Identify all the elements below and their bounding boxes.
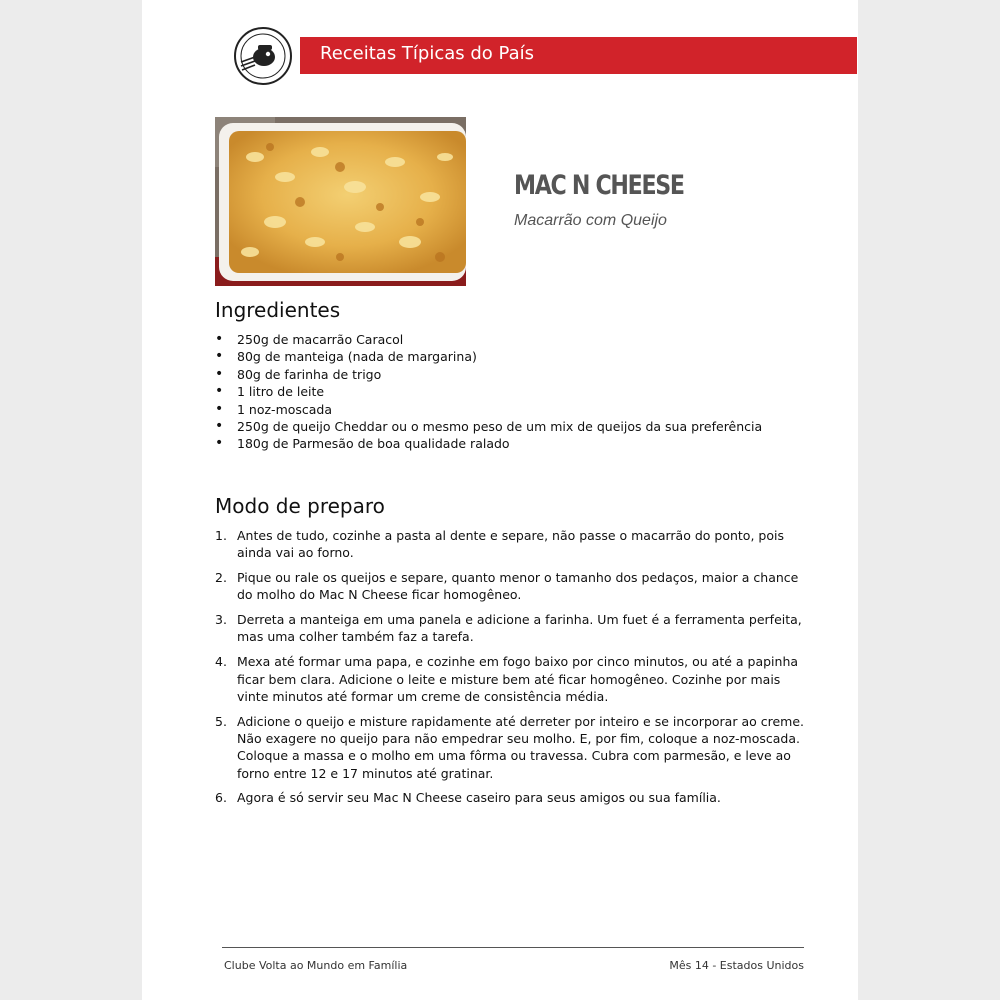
step-text: Pique ou rale os queijos e separe, quanto menor o tamanho dos pedaços, maior a chance do molho do Mac N Cheese ficar homogêneo. (237, 570, 799, 603)
ingredients-heading: Ingredientes (215, 298, 341, 322)
step-text: Mexa até formar uma papa, e cozinhe em fogo baixo por cinco minutos, ou até a papinha ficar bem clara. Adicione o leite e misture bem até ficar homogêneo. Cozinhe por mais vinte minutos até formar um creme de consistência média. (237, 654, 799, 704)
footer-month: Mês 14 - Estados Unidos (669, 959, 804, 972)
ingredient-item: • 1 litro de leite (215, 383, 762, 400)
step-text: Derreta a manteiga em uma panela e adicione a farinha. Um fuet é a ferramenta perfeita, mas uma colher também faz a tarefa. (237, 612, 802, 645)
recipe-title: MAC N CHEESE (514, 170, 684, 201)
ingredient-item: • 80g de manteiga (nada de margarina) (215, 348, 762, 365)
ingredient-item: • 1 noz-moscada (215, 401, 762, 418)
travel-club-logo-icon (233, 26, 293, 86)
step-number: 4. (215, 654, 227, 670)
step-text: Adicione o queijo e misture rapidamente até derreter por inteiro e se incorporar ao creme. Não exagere no queijo para não empedrar seu molho. E, por fim, coloque a noz-moscada. Coloque a massa e o molho em uma fôrma ou travessa. Cubra com parmesão, e leve ao forno entre 12 e 17 minutos até gratinar. (237, 713, 804, 781)
preparation-step (215, 653, 815, 705)
step-text: Antes de tudo, cozinhe a pasta al dente e separe, não passe o macarrão do ponto, pois ainda vai ao forno. (237, 528, 784, 561)
recipe-subtitle: Macarrão com Queijo (514, 212, 667, 229)
preparation-heading: Modo de preparo (215, 494, 385, 518)
ingredient-item: • 250g de macarrão Caracol (215, 331, 762, 348)
ingredient-item: • 80g de farinha de trigo (215, 366, 762, 383)
footer-club-name: Clube Volta ao Mundo em Família (224, 959, 408, 972)
footer-divider (222, 947, 804, 948)
preparation-step (215, 713, 815, 782)
step-text: Agora é só servir seu Mac N Cheese caseiro para seus amigos ou sua família. (237, 790, 721, 806)
preparation-step (215, 611, 815, 646)
banner-title: Receitas Típicas do País (320, 43, 534, 64)
preparation-step (215, 789, 815, 806)
ingredients-list (215, 331, 762, 453)
step-number: 3. (215, 612, 227, 628)
step-number: 2. (215, 570, 227, 586)
preparation-step (215, 569, 815, 604)
step-number: 6. (215, 790, 227, 806)
step-number: 1. (215, 528, 227, 543)
preparation-step (215, 527, 815, 562)
preparation-steps (215, 527, 815, 814)
ingredient-item: • 250g de queijo Cheddar ou o mesmo peso de um mix de queijos da sua preferência (215, 418, 762, 435)
ingredient-item: • 180g de Parmesão de boa qualidade ralado (215, 435, 762, 452)
mac-and-cheese-photo (215, 117, 466, 286)
header-banner (300, 37, 857, 74)
step-number: 5. (215, 713, 227, 729)
